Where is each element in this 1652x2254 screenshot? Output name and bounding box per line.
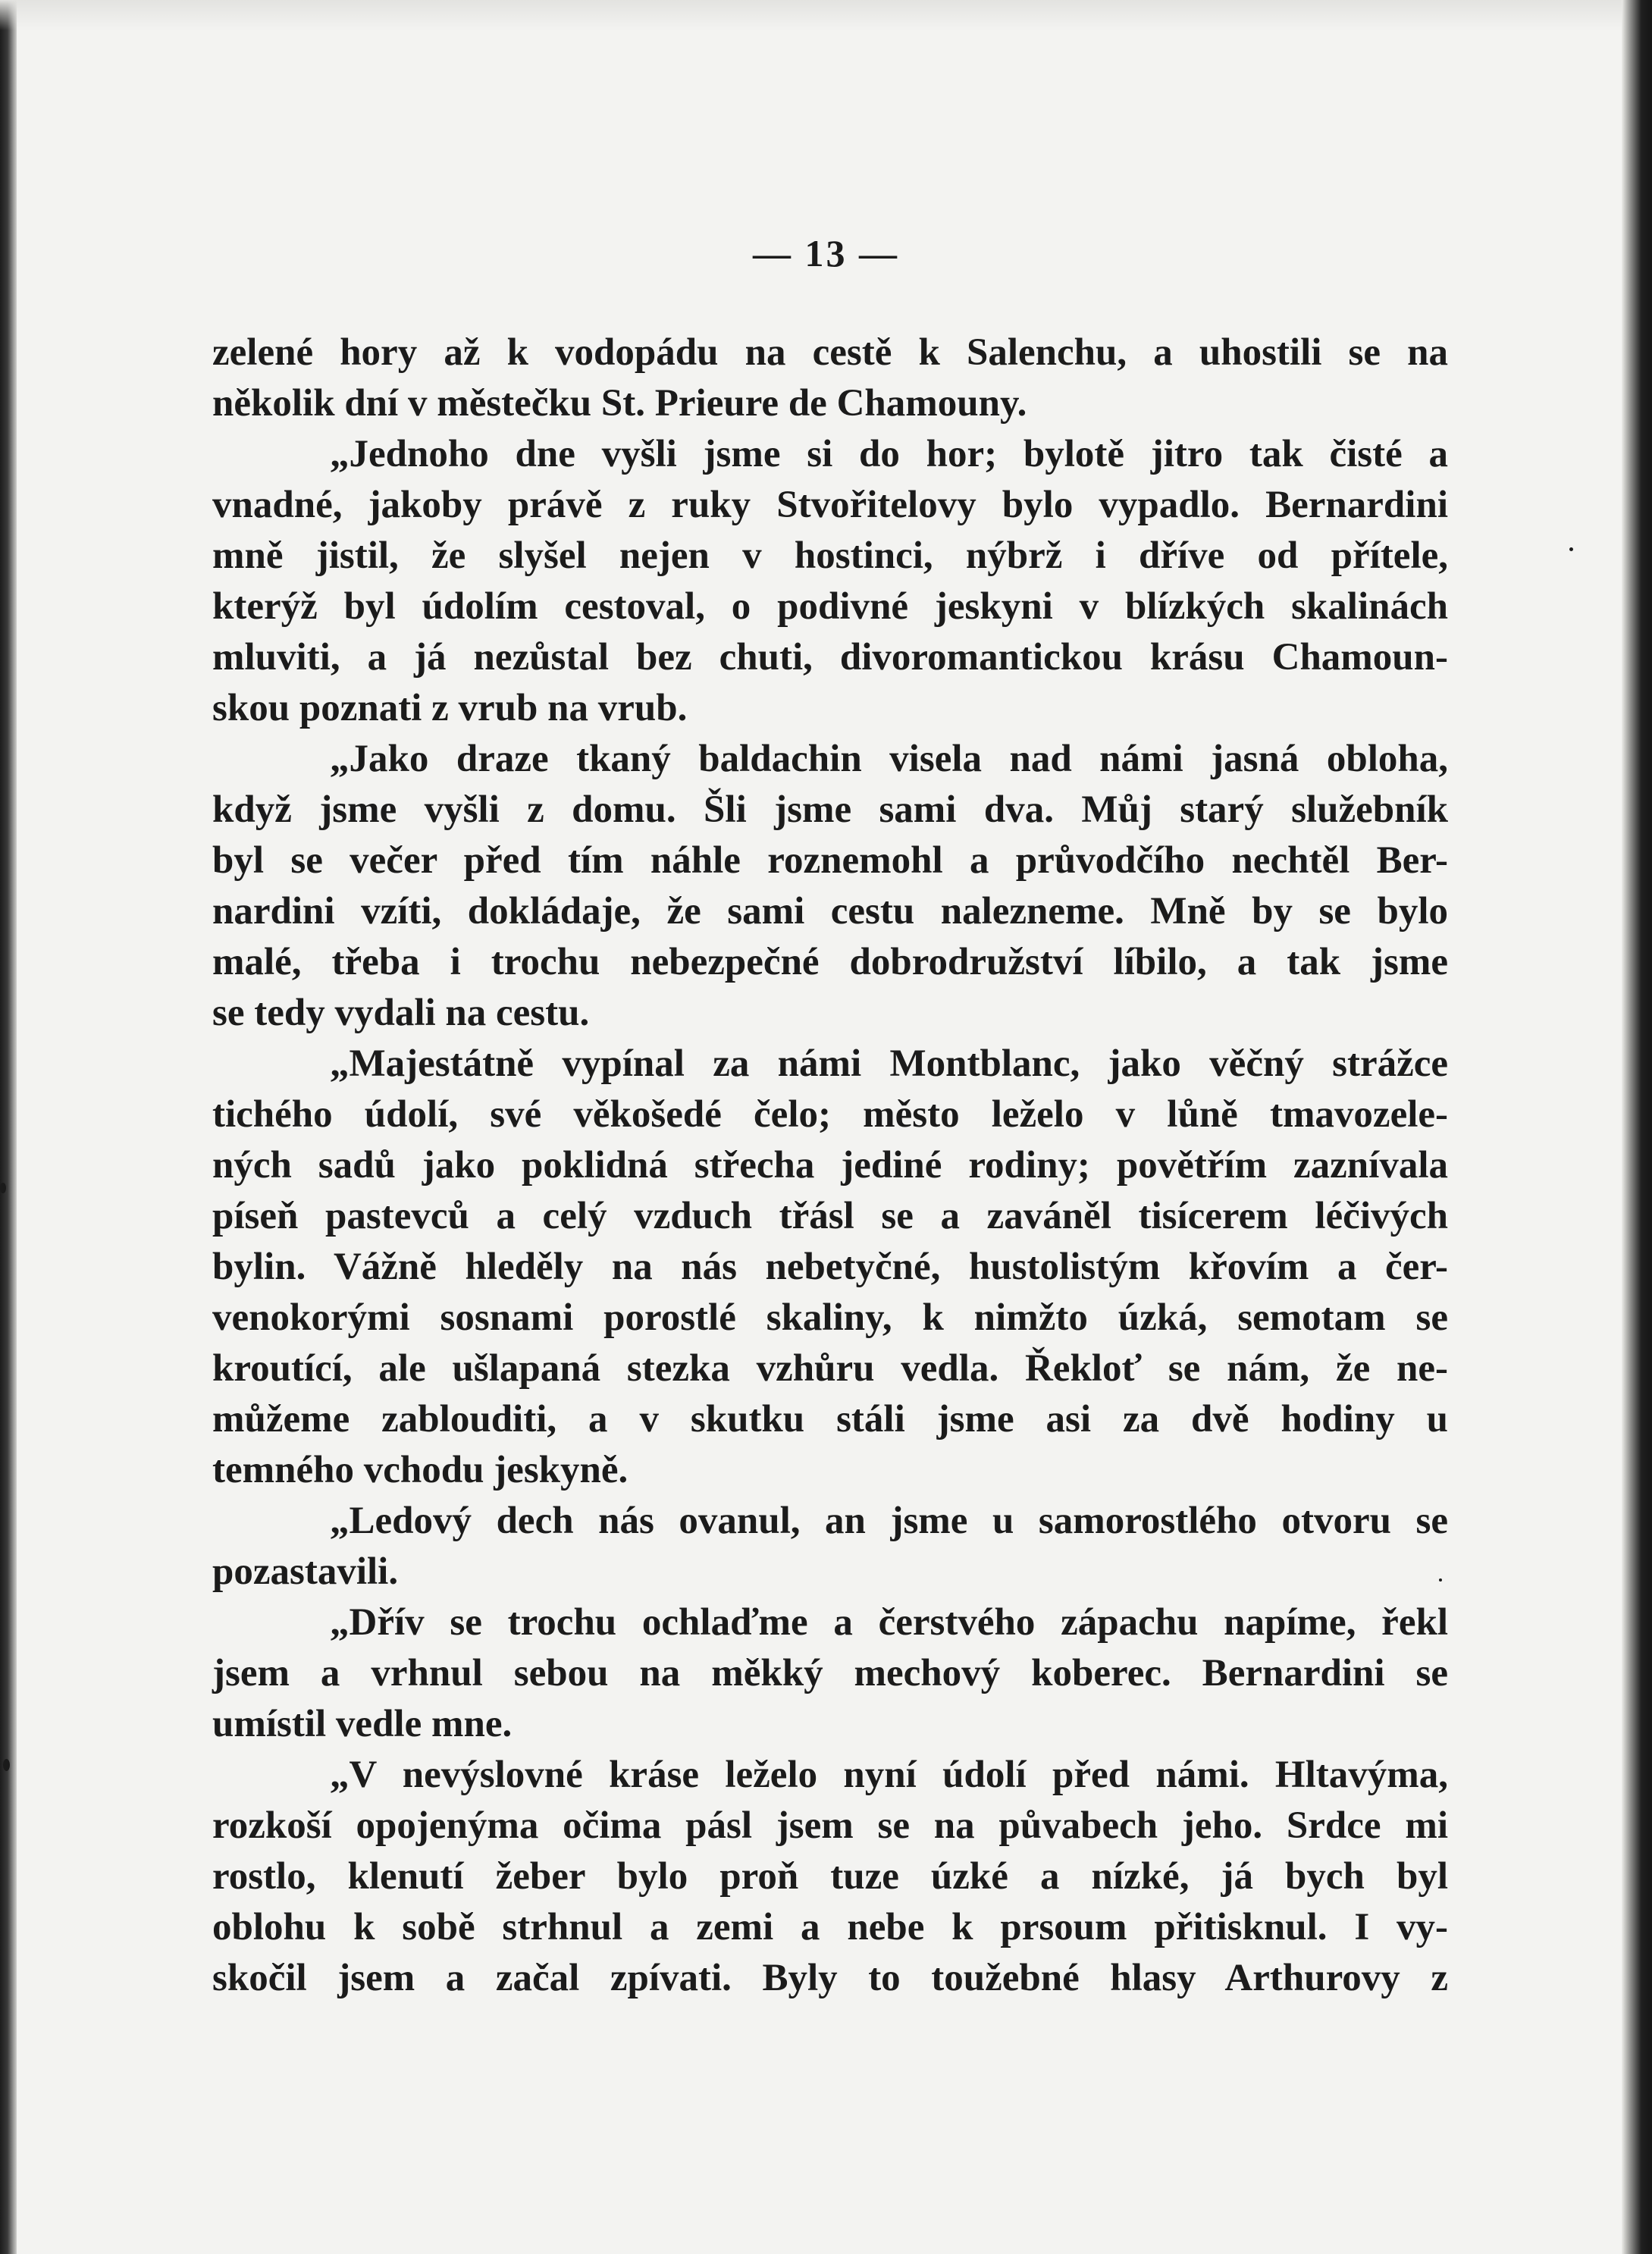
text-line: kterýž byl údolím cestoval, o podivné jeskyni v blízkých skalinách [212, 585, 1448, 628]
text-line: oblohu k sobě strhnul a zemi a nebe k prsoum přitisknul. I vy- [212, 1906, 1448, 1948]
scan-speck [1569, 547, 1573, 551]
text-line: tichého údolí, své věkošedé čelo; město leželo v lůně tmavozele- [212, 1093, 1448, 1136]
text-line: jsem a vrhnul sebou na měkký mechový koberec. Bernardini se [212, 1652, 1448, 1694]
text-line: ných sadů jako poklidná střecha jediné rodiny; povětřím zaznívala [212, 1144, 1448, 1187]
text-line: rozkoší opojenýma očima pásl jsem se na půvabech jeho. Srdce mi [212, 1804, 1448, 1847]
text-line: pozastavili. [212, 1550, 399, 1593]
text-line: umístil vedle mne. [212, 1703, 513, 1745]
scan-speck [0, 1183, 6, 1193]
text-line: píseň pastevců a celý vzduch třásl se a zaváněl tisícerem léčivých [212, 1195, 1448, 1237]
scan-speck [3, 1759, 10, 1771]
text-line: skočil jsem a začal zpívati. Byly to toužebné hlasy Arthurovy z [212, 1957, 1448, 1999]
text-line: rostlo, klenutí žeber bylo proň tuze úzké a nízké, já bych byl [212, 1855, 1448, 1898]
text-line: mluviti, a já nezůstal bez chuti, divoromantickou krásu Chamoun- [212, 636, 1448, 679]
text-line: „Majestátně vypínal za námi Montblanc, jako věčný strážce [330, 1042, 1448, 1085]
text-line: „V nevýslovné kráse leželo nyní údolí před námi. Hltavýma, [330, 1754, 1448, 1796]
text-line: zelené hory až k vodopádu na cestě k Salenchu, a uhostili se na [212, 331, 1448, 374]
text-line: venokorými sosnami porostlé skaliny, k nimžto úzká, semotam se [212, 1296, 1448, 1339]
text-line: nardini vzíti, dokládaje, že sami cestu nalezneme. Mně by se bylo [212, 890, 1448, 933]
text-line: bylin. Vážně hleděly na nás nebetyčné, hustolistým křovím a čer- [212, 1246, 1448, 1288]
text-line: několik dní v městečku St. Prieure de Chamouny. [212, 382, 1027, 425]
text-line: byl se večer před tím náhle roznemohl a průvodčího nechtěl Ber- [212, 839, 1448, 882]
text-line: „Dřív se trochu ochlaďme a čerstvého zápachu napíme, řekl [330, 1601, 1448, 1644]
text-line: se tedy vydali na cestu. [212, 992, 590, 1034]
text-line: vnadné, jakoby právě z ruky Stvořitelovy bylo vypadlo. Bernardini [212, 484, 1448, 526]
page-number: — 13 — [753, 232, 899, 274]
text-line: „Jako draze tkaný baldachin visela nad námi jasná obloha, [330, 738, 1448, 780]
text-line: malé, třeba i trochu nebezpečné dobrodružství líbilo, a tak jsme [212, 941, 1448, 983]
page-right-edge-shadow [1622, 0, 1652, 2254]
text-line: „Jednoho dne vyšli jsme si do hor; bylotě jitro tak čisté a [330, 433, 1448, 475]
text-line: můžeme zablouditi, a v skutku stáli jsme asi za dvě hodiny u [212, 1398, 1448, 1440]
text-line: kroutící, ale ušlapaná stezka vzhůru vedla. Řekloť se nám, že ne- [212, 1347, 1448, 1390]
text-line: skou poznati z vrub na vrub. [212, 687, 688, 729]
text-line: temného vchodu jeskyně. [212, 1449, 629, 1491]
body-text [212, 328, 1448, 2004]
text-line: „Ledový dech nás ovanul, an jsme u samorostlého otvoru se [330, 1500, 1448, 1542]
page-left-edge-shadow [0, 0, 17, 2254]
text-line: mně jistil, že slyšel nejen v hostinci, nýbrž i dříve od přítele, [212, 535, 1448, 577]
text-line: když jsme vyšli z domu. Šli jsme sami dva. Můj starý služebník [212, 788, 1448, 831]
page-top-edge-shadow [0, 0, 1652, 30]
